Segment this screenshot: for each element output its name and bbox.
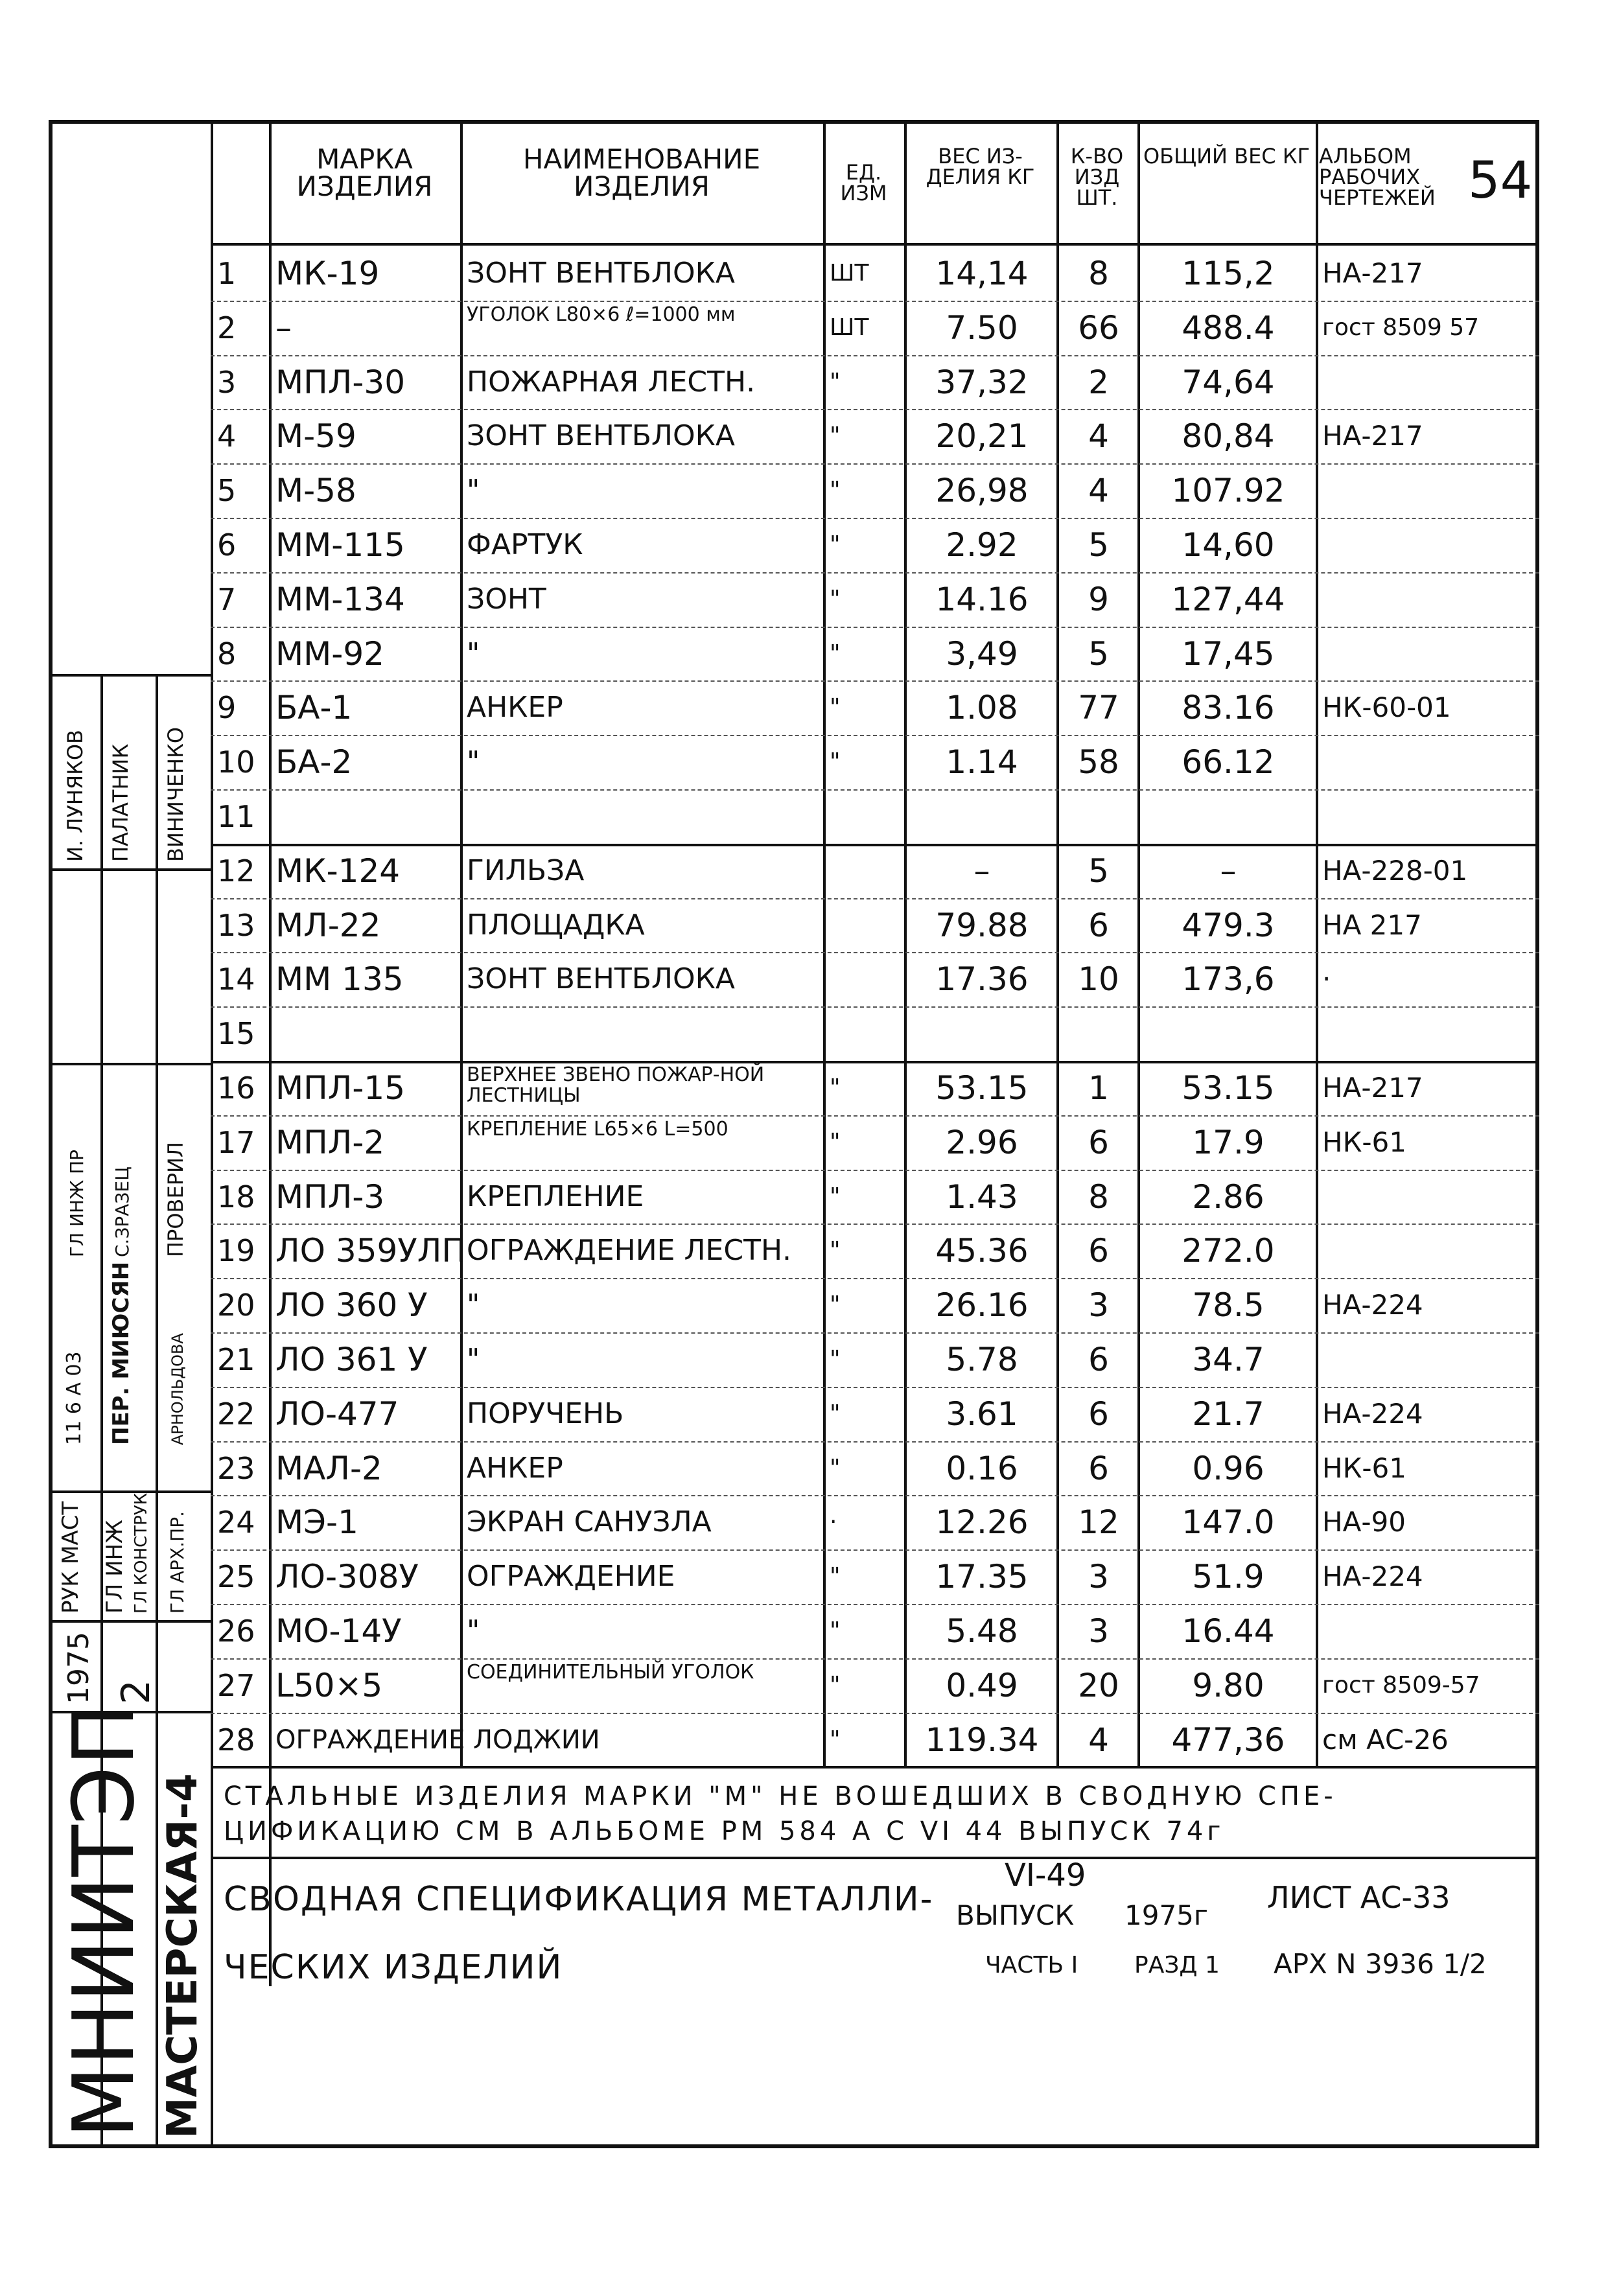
cell-num: 14	[217, 962, 255, 997]
cell-qty: 6	[1088, 1449, 1109, 1487]
cell-qty: 6	[1088, 1340, 1109, 1378]
row-divider	[211, 409, 1539, 410]
cell-qty: 5	[1088, 526, 1109, 564]
cell-name: ОГРАЖДЕНИЕ ЛЕСТН.	[467, 1234, 792, 1268]
cell-total: 272.0	[1182, 1232, 1275, 1270]
cell-album: НА-224	[1322, 1560, 1423, 1593]
row-divider	[211, 518, 1539, 519]
cell-mark: –	[275, 308, 292, 347]
cell-name: КРЕПЛЕНИЕ	[467, 1179, 644, 1213]
stamp-dept: ПЕР. МИЮСЯН	[108, 1261, 134, 1445]
cell-total: 107.92	[1171, 472, 1285, 510]
cell-weight: –	[973, 852, 990, 890]
row-divider	[211, 1441, 1539, 1443]
cell-name: ПОЖАРНАЯ ЛЕСТН.	[467, 365, 756, 399]
stamp-name-3: ВИНИЧЕНКО	[163, 726, 188, 862]
col-line	[211, 120, 213, 2148]
cell-album: см АС-26	[1322, 1723, 1449, 1756]
row-divider	[211, 1278, 1539, 1279]
cell-mark: МЭ-1	[275, 1503, 358, 1542]
row-divider	[211, 1006, 1539, 1008]
title-line-2: ЧЕСКИХ ИЗДЕЛИЙ	[224, 1948, 563, 1987]
cell-unit: "	[830, 1400, 841, 1427]
cell-qty: 66	[1078, 308, 1119, 347]
stamp-number: 2	[113, 1679, 159, 1704]
cell-num: 13	[217, 907, 255, 943]
cell-mark: ОГРАЖДЕНИЕ ЛОДЖИИ	[275, 1724, 600, 1755]
header-album: АЛЬБОМ РАБОЧИХ ЧЕРТЕЖЕЙ	[1319, 144, 1436, 210]
cell-name: ЗОНТ	[467, 582, 546, 616]
cell-name: ГИЛЬЗА	[467, 853, 585, 887]
cell-num: 2	[217, 310, 237, 345]
cell-num: 6	[217, 527, 237, 562]
row-divider	[211, 1549, 1539, 1551]
header-unit: ЕД. ИЗМ	[840, 160, 887, 205]
cell-total: –	[1220, 852, 1237, 890]
cell-total: 173,6	[1182, 960, 1275, 999]
cell-qty: 6	[1088, 906, 1109, 944]
cell-qty: 5	[1088, 634, 1109, 673]
cell-total: 21.7	[1192, 1395, 1264, 1433]
archive-label: АРХ N 3936 1/2	[1274, 1948, 1487, 1980]
cell-qty: 58	[1078, 743, 1119, 782]
cell-qty: 3	[1088, 1286, 1109, 1325]
cell-qty: 4	[1088, 472, 1109, 510]
cell-name: КРЕПЛЕНИЕ L65×6 L=500	[467, 1117, 728, 1141]
cell-num: 27	[217, 1667, 255, 1703]
series-label: VI-49	[1005, 1857, 1086, 1894]
cell-name: ЗОНТ ВЕНТБЛОКА	[467, 962, 735, 996]
cell-name: СОЕДИНИТЕЛЬНЫЙ УГОЛОК	[467, 1660, 754, 1684]
cell-total: 2.86	[1192, 1177, 1264, 1216]
stamp-year: 1975	[62, 1632, 95, 1704]
cell-qty: 20	[1078, 1666, 1119, 1704]
col-line	[1056, 120, 1059, 1766]
cell-num: 26	[217, 1613, 255, 1649]
cell-qty: 6	[1088, 1123, 1109, 1161]
stamp-role-3: ГЛ КОНСТРУК	[132, 1492, 151, 1614]
cell-weight: 79.88	[935, 906, 1029, 944]
stamp-role2-1: ГЛ ИНЖ ПР	[66, 1149, 87, 1257]
row-divider	[211, 952, 1539, 953]
cell-name: АНКЕР	[467, 691, 563, 725]
row-divider	[211, 301, 1539, 302]
cell-qty: 3	[1088, 1612, 1109, 1650]
cell-num: 25	[217, 1559, 255, 1595]
cell-mark: МЛ-22	[275, 906, 381, 944]
cell-album: НК-61	[1322, 1452, 1406, 1484]
cell-name: "	[467, 1288, 480, 1322]
row-divider	[211, 1223, 1539, 1225]
cell-name: "	[467, 474, 480, 507]
cell-total: 51.9	[1192, 1558, 1264, 1596]
row-divider	[211, 572, 1539, 574]
cell-total: 17.9	[1192, 1123, 1264, 1161]
cell-mark: БА-2	[275, 743, 353, 782]
header-qty: К-ВО ИЗД ШТ.	[1070, 144, 1124, 210]
cell-weight: 45.36	[935, 1232, 1029, 1270]
cell-weight: 1.43	[946, 1177, 1018, 1216]
cell-name: ЗОНТ ВЕНТБЛОКА	[467, 256, 735, 290]
part-label: ЧАСТЬ I	[985, 1952, 1078, 1978]
cell-weight: 2.92	[946, 526, 1018, 564]
sheet-label: ЛИСТ АС-33	[1267, 1880, 1451, 1915]
cell-mark: МО-14У	[275, 1612, 402, 1650]
cell-album: НК-60-01	[1322, 691, 1451, 724]
cell-num: 3	[217, 364, 237, 400]
row-divider	[211, 627, 1539, 628]
stamp-line	[49, 674, 211, 677]
row-divider	[211, 1061, 1539, 1063]
cell-unit: "	[830, 585, 841, 612]
cell-name: "	[467, 636, 480, 670]
row-divider	[211, 1713, 1539, 1714]
cell-album: НА-217	[1322, 257, 1423, 289]
cell-album: НА-224	[1322, 1397, 1423, 1430]
cell-total: 34.7	[1192, 1340, 1264, 1378]
cell-weight: 1.14	[946, 743, 1018, 782]
cell-weight: 3,49	[946, 634, 1018, 673]
cell-album: гост 8509 57	[1322, 314, 1480, 341]
cell-num: 20	[217, 1288, 255, 1323]
stamp-name-1: И. ЛУНЯКОВ	[63, 730, 87, 862]
cell-weight: 5.78	[946, 1340, 1018, 1378]
cell-weight: 53.15	[935, 1069, 1029, 1107]
cell-unit: "	[830, 1074, 841, 1101]
cell-name: ФАРТУК	[467, 528, 583, 561]
cell-mark: ММ-92	[275, 634, 384, 673]
cell-name: АНКЕР	[467, 1451, 563, 1485]
cell-album: НА-90	[1322, 1506, 1406, 1538]
cell-num: 10	[217, 745, 255, 780]
cell-num: 7	[217, 581, 237, 617]
cell-mark: МАЛ-2	[275, 1449, 382, 1487]
cell-total: 17,45	[1182, 634, 1275, 673]
row-divider	[211, 1115, 1539, 1117]
stamp-code: 11 6 А 03	[63, 1351, 86, 1445]
cell-mark: ММ-134	[275, 580, 405, 618]
cell-album: НА-224	[1322, 1289, 1423, 1321]
title-block-top-line	[211, 1857, 1539, 1859]
cell-unit: "	[830, 748, 841, 776]
cell-name: ОГРАЖДЕНИЕ	[467, 1560, 675, 1594]
cell-mark: БА-1	[275, 689, 353, 727]
issue-label: ВЫПУСК	[956, 1899, 1075, 1931]
cell-total: 147.0	[1182, 1503, 1275, 1542]
header-weight: ВЕС ИЗ-ДЕЛИЯ КГ	[926, 144, 1035, 189]
cell-mark: ЛО 361 У	[275, 1340, 428, 1378]
cell-name: "	[467, 745, 480, 779]
cell-total: 53.15	[1182, 1069, 1275, 1107]
note-top-line	[211, 1766, 1539, 1768]
cell-qty: 6	[1088, 1395, 1109, 1433]
cell-weight: 26,98	[935, 472, 1029, 510]
stamp-role-2: ГЛ ИНЖ	[102, 1520, 128, 1614]
cell-num: 1	[217, 255, 237, 291]
stamp-workshop: МАСТЕРСКАЯ-4	[159, 1773, 207, 2139]
cell-unit: "	[830, 1292, 841, 1319]
cell-num: 12	[217, 853, 255, 888]
cell-total: 0.96	[1192, 1449, 1264, 1487]
cell-qty: 10	[1078, 960, 1119, 999]
col-line	[823, 120, 826, 1766]
cell-album: гост 8509-57	[1322, 1671, 1480, 1699]
cell-unit: "	[830, 1454, 841, 1481]
cell-weight: 7.50	[946, 308, 1018, 347]
cell-mark: ЛО-308У	[275, 1558, 419, 1596]
cell-weight: 2.96	[946, 1123, 1018, 1161]
cell-weight: 20,21	[935, 417, 1029, 456]
cell-mark: МПЛ-2	[275, 1123, 385, 1161]
stamp-role2-3: ПРОВЕРИЛ	[163, 1141, 188, 1257]
cell-num: 19	[217, 1233, 255, 1269]
cell-mark: ММ 135	[275, 960, 404, 999]
note-text: СТАЛЬНЫЕ ИЗДЕЛИЯ МАРКИ "М" НЕ ВОШЕДШИХ В СВОДНУЮ СПЕ-ЦИФИКАЦИЮ СМ В АЛЬБОМЕ РМ 584 А С VI 44 ВЫПУСК 74г	[224, 1781, 1337, 1846]
row-divider	[211, 680, 1539, 682]
cell-qty: 4	[1088, 417, 1109, 456]
cell-unit: "	[830, 640, 841, 667]
cell-name: ЭКРАН САНУЗЛА	[467, 1505, 712, 1539]
cell-mark: ЛО-477	[275, 1395, 399, 1433]
row-divider	[211, 735, 1539, 736]
stamp-role-4: ГЛ АРХ.ПР.	[167, 1511, 188, 1614]
cell-qty: 4	[1088, 1721, 1109, 1759]
cell-total: 127,44	[1171, 580, 1285, 618]
cell-unit: "	[830, 531, 841, 558]
cell-unit: "	[830, 1617, 841, 1644]
row-divider	[211, 1658, 1539, 1660]
cell-total: 83.16	[1182, 689, 1275, 727]
cell-unit: "	[830, 1183, 841, 1210]
stamp-line	[49, 1063, 211, 1065]
header-total: ОБЩИЙ ВЕС КГ	[1143, 144, 1311, 168]
stamp-name-2: ПАЛАТНИК	[108, 743, 133, 862]
cell-qty: 8	[1088, 1177, 1109, 1216]
col-line	[904, 120, 907, 1766]
cell-qty: 9	[1088, 580, 1109, 618]
cell-weight: 17.35	[935, 1558, 1029, 1596]
cell-num: 11	[217, 798, 255, 834]
col-line	[1316, 120, 1318, 1766]
cell-unit: "	[830, 477, 841, 504]
col-line	[1137, 120, 1140, 1766]
page-number: 54	[1468, 152, 1533, 210]
row-divider	[211, 355, 1539, 356]
cell-weight: 12.26	[935, 1503, 1029, 1542]
cell-num: 21	[217, 1341, 255, 1377]
cell-num: 16	[217, 1070, 255, 1106]
cell-name: ЗОНТ ВЕНТБЛОКА	[467, 419, 735, 453]
row-divider	[211, 844, 1539, 846]
stamp-line	[156, 674, 158, 2148]
row-divider	[211, 898, 1539, 899]
cell-num: 9	[217, 690, 237, 726]
cell-mark: ММ-115	[275, 526, 405, 564]
cell-qty: 3	[1088, 1558, 1109, 1596]
section-label: РАЗД 1	[1134, 1952, 1220, 1978]
cell-total: 74,64	[1182, 363, 1275, 401]
title-line-1: СВОДНАЯ СПЕЦИФИКАЦИЯ МЕТАЛЛИ-	[224, 1880, 934, 1919]
cell-weight: 0.16	[946, 1449, 1018, 1487]
stamp-role2-2: С.ЗРАЗЕЦ	[111, 1166, 133, 1257]
cell-qty: 8	[1088, 254, 1109, 292]
cell-total: 115,2	[1182, 254, 1275, 292]
cell-qty: 77	[1078, 689, 1119, 727]
cell-weight: 1.08	[946, 689, 1018, 727]
cell-unit: ШТ	[830, 314, 869, 341]
cell-name: УГОЛОК L80×6 ℓ=1000 мм	[467, 303, 736, 326]
row-divider	[211, 1387, 1539, 1388]
cell-unit: "	[830, 1237, 841, 1264]
cell-mark: L50×5	[275, 1666, 383, 1704]
cell-album: НА-217	[1322, 420, 1423, 452]
row-divider	[211, 789, 1539, 791]
cell-qty: 12	[1078, 1503, 1119, 1542]
cell-weight: 37,32	[935, 363, 1029, 401]
cell-mark: М-58	[275, 472, 356, 510]
cell-mark: ЛО 360 У	[275, 1286, 428, 1325]
stamp-role-1: РУК МАСТ	[58, 1501, 84, 1614]
cell-unit: "	[830, 1671, 841, 1699]
cell-unit: "	[830, 423, 841, 450]
cell-unit: "	[830, 1128, 841, 1155]
cell-weight: 14,14	[935, 254, 1029, 292]
cell-name: ВЕРХНЕЕ ЗВЕНО ПОЖАР-НОЙ ЛЕСТНИЦЫ	[467, 1063, 765, 1107]
cell-mark: МПЛ-15	[275, 1069, 405, 1107]
cell-name: "	[467, 1614, 480, 1647]
stamp-line	[49, 868, 211, 871]
cell-total: 477,36	[1171, 1721, 1285, 1759]
cell-name: ПЛОЩАДКА	[467, 908, 645, 942]
cell-total: 66.12	[1182, 743, 1275, 782]
cell-album: НК-61	[1322, 1126, 1406, 1158]
cell-name: "	[467, 1342, 480, 1376]
cell-unit: "	[830, 368, 841, 395]
cell-mark: М-59	[275, 417, 356, 456]
cell-num: 28	[217, 1722, 255, 1757]
cell-num: 5	[217, 473, 237, 509]
cell-weight: 17.36	[935, 960, 1029, 999]
col-line	[460, 120, 463, 1766]
cell-total: 9.80	[1192, 1666, 1264, 1704]
row-divider	[211, 1170, 1539, 1171]
stamp-line	[49, 1490, 211, 1493]
cell-weight: 119.34	[925, 1721, 1039, 1759]
cell-album: НА-228-01	[1322, 854, 1468, 887]
cell-total: 80,84	[1182, 417, 1275, 456]
cell-weight: 3.61	[946, 1395, 1018, 1433]
cell-unit: ШТ	[830, 259, 869, 286]
cell-unit: "	[830, 1345, 841, 1373]
cell-total: 14,60	[1182, 526, 1275, 564]
cell-unit: "	[830, 1726, 841, 1753]
cell-unit: "	[830, 694, 841, 721]
cell-num: 17	[217, 1124, 255, 1160]
header-line	[211, 243, 1539, 246]
cell-num: 23	[217, 1450, 255, 1486]
cell-num: 22	[217, 1396, 255, 1432]
row-divider	[211, 463, 1539, 465]
cell-total: 488.4	[1182, 308, 1275, 347]
row-divider	[211, 1495, 1539, 1496]
col-line	[269, 120, 272, 1986]
cell-total: 78.5	[1192, 1286, 1264, 1325]
cell-weight: 14.16	[935, 580, 1029, 618]
cell-weight: 0.49	[946, 1666, 1018, 1704]
cell-mark: МПЛ-3	[275, 1177, 385, 1216]
stamp-org: МНИИТЭП	[54, 1702, 153, 2139]
cell-unit: ·	[830, 1509, 837, 1536]
cell-num: 24	[217, 1505, 255, 1540]
cell-num: 15	[217, 1016, 255, 1052]
stamp-dept-2: АРНОЛЬДОВА	[169, 1333, 187, 1445]
cell-mark: МПЛ-30	[275, 363, 405, 401]
cell-name: ПОРУЧЕНЬ	[467, 1397, 624, 1430]
cell-num: 4	[217, 419, 237, 454]
cell-qty: 2	[1088, 363, 1109, 401]
cell-unit: "	[830, 1563, 841, 1590]
cell-total: 479.3	[1182, 906, 1275, 944]
cell-num: 18	[217, 1179, 255, 1214]
cell-weight: 5.48	[946, 1612, 1018, 1650]
row-divider	[211, 1332, 1539, 1334]
cell-num: 8	[217, 636, 237, 671]
header-name: НАИМЕНОВАНИЕ ИЗДЕЛИЯ	[522, 143, 761, 202]
year-label: 1975г	[1124, 1899, 1208, 1931]
cell-mark: ЛО 359УЛП	[275, 1232, 466, 1270]
cell-mark: МК-124	[275, 852, 401, 890]
header-mark: МАРКА ИЗДЕЛИЯ	[296, 143, 433, 202]
cell-album: НА-217	[1322, 1071, 1423, 1104]
cell-mark: МК-19	[275, 254, 380, 292]
cell-total: 16.44	[1182, 1612, 1275, 1650]
stamp-line	[49, 1620, 211, 1623]
row-divider	[211, 1604, 1539, 1605]
cell-weight: 26.16	[935, 1286, 1029, 1325]
cell-qty: 5	[1088, 852, 1109, 890]
cell-album: ·	[1322, 963, 1331, 995]
cell-qty: 1	[1088, 1069, 1109, 1107]
cell-qty: 6	[1088, 1232, 1109, 1270]
cell-album: НА 217	[1322, 909, 1422, 941]
